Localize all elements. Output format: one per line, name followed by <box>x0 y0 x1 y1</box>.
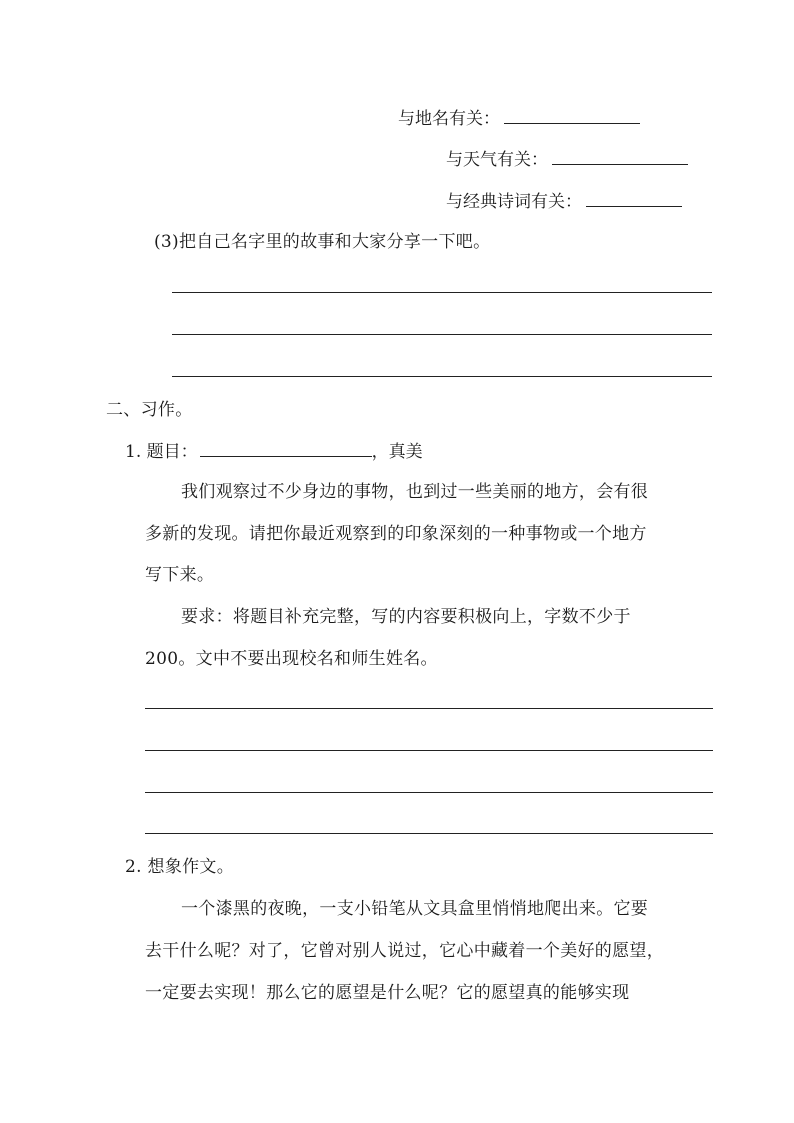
weather-label: 与天气有关： <box>446 150 548 170</box>
q3-prompt: (3)把自己名字里的故事和大家分享一下吧。 <box>154 232 491 252</box>
task2-line-1: 一个漆黑的夜晚，一支小铅笔从文具盒里悄悄地爬出来。它要 <box>181 899 649 919</box>
poem-answer-blank[interactable] <box>586 190 682 207</box>
q3-answer-line-2[interactable] <box>172 334 712 335</box>
task1-answer-line-4[interactable] <box>145 833 713 834</box>
task1-answer-line-2[interactable] <box>145 750 713 751</box>
place-label: 与地名有关： <box>398 109 500 129</box>
poem-row <box>446 190 682 213</box>
section-heading: 二、习作。 <box>106 400 193 420</box>
task2-line-2: 去干什么呢？对了，它曾对别人说过，它心中藏着一个美好的愿望， <box>145 941 664 961</box>
task2-line-3: 一定要去实现！那么它的愿望是什么呢？它的愿望真的能够实现 <box>145 983 630 1003</box>
task1-title-suffix: ，真美 <box>371 442 423 462</box>
task1-para-line-2: 多新的发现。请把你最近观察到的印象深刻的一种事物或一个地方 <box>145 524 647 544</box>
task1-req-line-1: 要求：将题目补充完整，写的内容要积极向上，字数不少于 <box>181 607 631 627</box>
task2-heading: 2. 想象作文。 <box>125 857 235 877</box>
task1-answer-line-1[interactable] <box>145 708 713 709</box>
poem-label: 与经典诗词有关： <box>446 192 582 212</box>
task1-number: 1. <box>125 442 142 462</box>
weather-answer-blank[interactable] <box>552 148 688 165</box>
task1-para-line-1: 我们观察过不少身边的事物，也到过一些美丽的地方，会有很 <box>181 482 649 502</box>
weather-row <box>446 148 688 171</box>
place-row <box>398 107 640 130</box>
task1-req-line-2: 200。文中不要出现校名和师生姓名。 <box>145 649 438 669</box>
q3-answer-line-3[interactable] <box>172 376 712 377</box>
task1-title-prefix: 题目： <box>146 442 198 462</box>
task1-title-blank[interactable] <box>200 440 372 457</box>
place-answer-blank[interactable] <box>504 107 640 124</box>
q3-answer-line-1[interactable] <box>172 292 712 293</box>
task1-answer-line-3[interactable] <box>145 792 713 793</box>
task1-para-line-3: 写下来。 <box>145 565 215 585</box>
task1-title-row <box>125 440 423 463</box>
